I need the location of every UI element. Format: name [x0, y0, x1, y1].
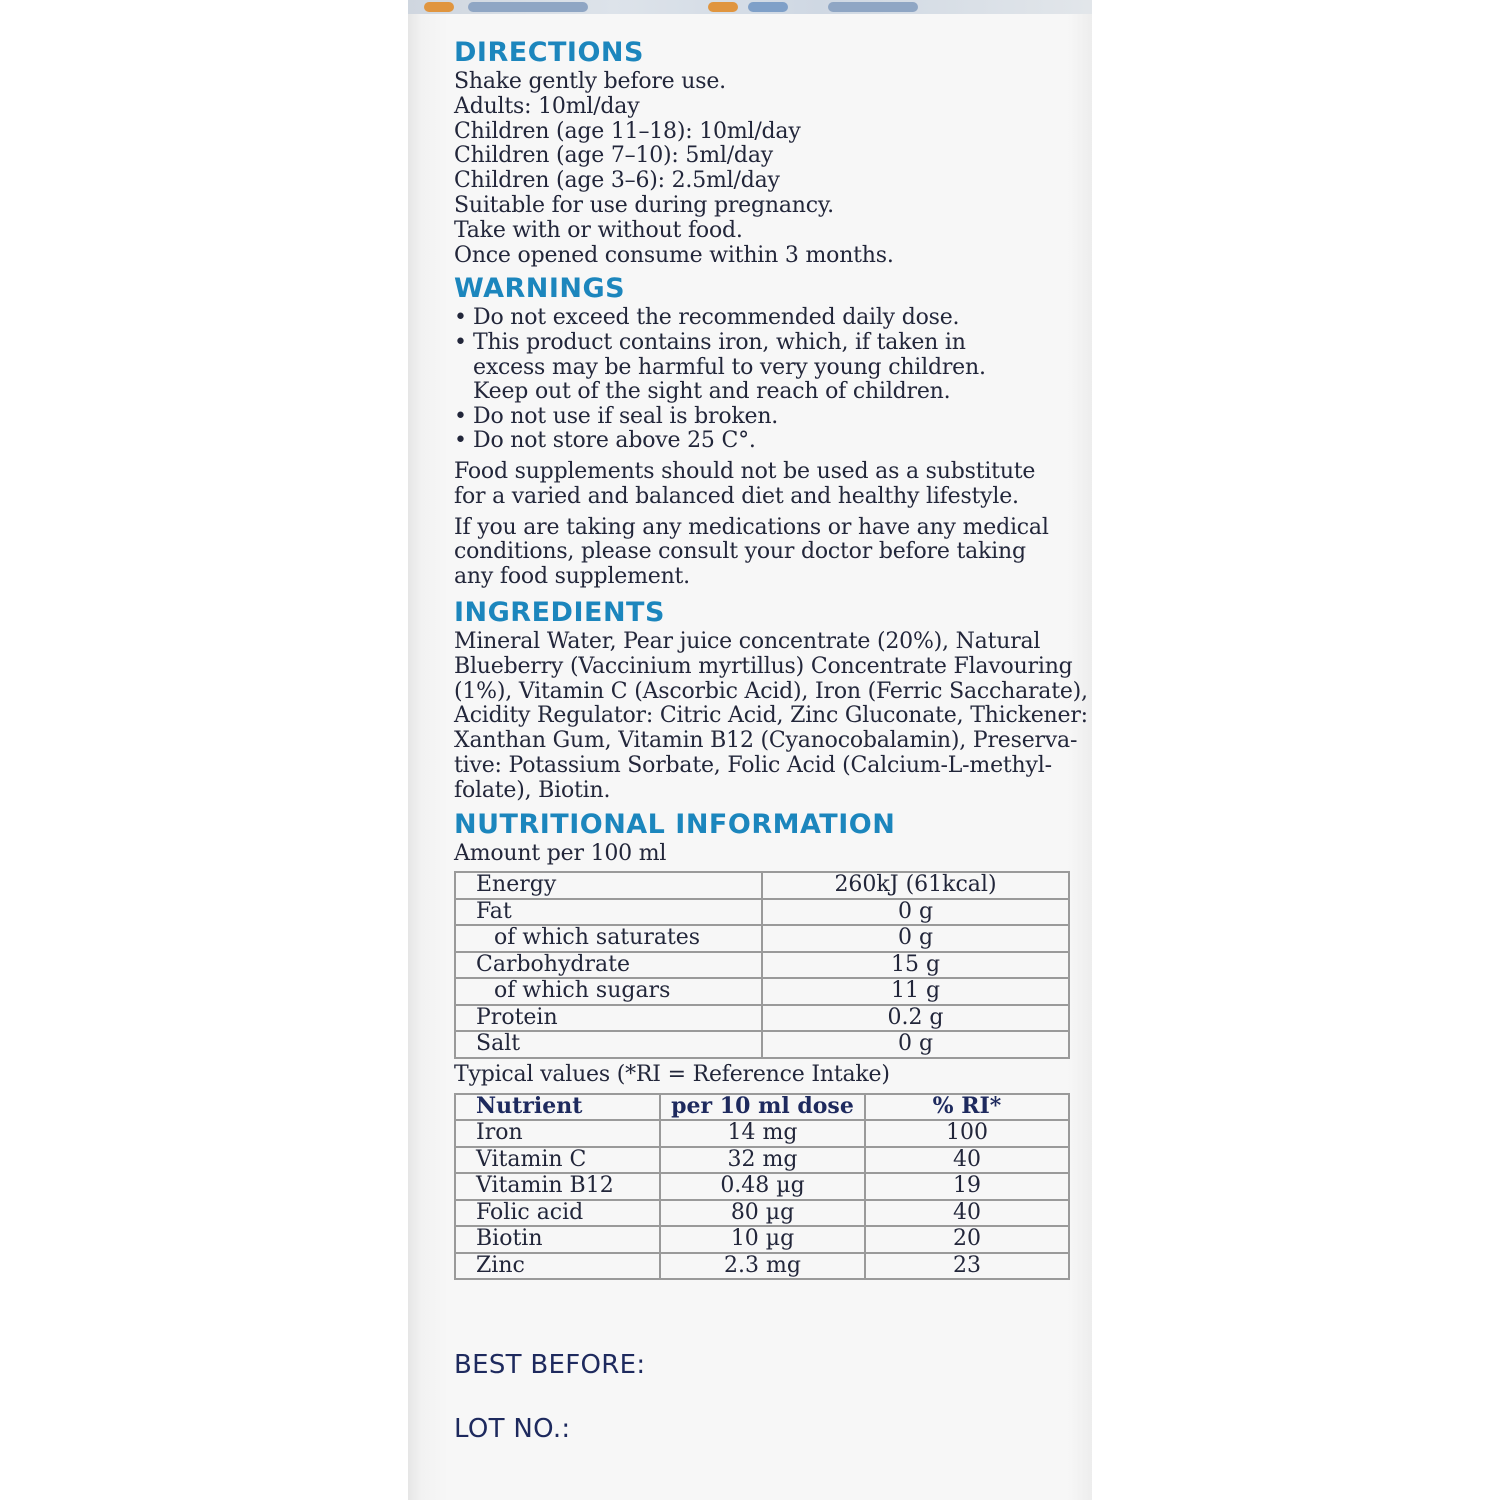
ingredients-line: tive: Potassium Sorbate, Folic Acid (Calcium-L-methyl- [454, 752, 1052, 778]
table-row [455, 1031, 1069, 1058]
directions-line: Children (age 3–6): 2.5ml/day [454, 168, 780, 194]
amount-note: Amount per 100 ml [454, 840, 667, 866]
nutrition-value: 0 g [762, 1031, 1069, 1058]
table-row [455, 1005, 1069, 1032]
nutrient-ri: 19 [865, 1173, 1069, 1200]
directions-line: Suitable for use during pregnancy. [454, 192, 834, 218]
nutrition-value: 0 g [762, 925, 1069, 952]
directions-line: Shake gently before use. [454, 69, 726, 94]
nutrition-label: of which saturates [455, 925, 762, 952]
directions-list [454, 70, 1074, 268]
ingredients-line: Mineral Water, Pear juice concentrate (20%), Natural [454, 628, 1041, 654]
table-row [455, 1200, 1069, 1227]
nutrient-name: Iron [455, 1120, 660, 1147]
nutrient-dose: 0.48 µg [660, 1173, 865, 1200]
table-row [455, 1253, 1069, 1280]
packaging-decoration [828, 2, 918, 12]
typical-values-note: Typical values (*RI = Reference Intake) [454, 1061, 890, 1087]
nutrient-dose: 32 mg [660, 1147, 865, 1174]
nutrition-heading: NUTRITIONAL INFORMATION [454, 808, 896, 840]
medical-note-line: conditions, please consult your doctor before taking [454, 539, 1026, 565]
directions-line: Children (age 7–10): 5ml/day [454, 143, 773, 169]
nutrition-value: 11 g [762, 978, 1069, 1005]
column-header-dose: per 10 ml dose [660, 1094, 865, 1121]
ingredients-line: folate), Biotin. [454, 777, 611, 803]
nutrition-value: 0.2 g [762, 1005, 1069, 1032]
label-content [454, 36, 1088, 1280]
packaging-decoration [708, 2, 738, 12]
box-top-edge [408, 0, 1092, 14]
table-row [455, 952, 1069, 979]
warning-item: • Do not exceed the recommended daily dose. [454, 305, 960, 331]
warnings-heading: WARNINGS [454, 273, 626, 305]
intake-table [454, 1093, 1070, 1281]
nutrient-name: Vitamin B12 [455, 1173, 660, 1200]
nutrition-value: 260kJ (61kcal) [762, 872, 1069, 899]
nutrition-label: Fat [455, 899, 762, 926]
supplement-note-line: Food supplements should not be used as a substitute [454, 458, 1036, 484]
warning-line: This product contains iron, which, if taken in [473, 329, 966, 355]
column-header-nutrient: Nutrient [455, 1094, 660, 1121]
nutrition-label: Protein [455, 1005, 762, 1032]
nutrition-value: 0 g [762, 899, 1069, 926]
ingredients-heading: INGREDIENTS [454, 596, 665, 628]
nutrition-label: Salt [455, 1031, 762, 1058]
table-row [455, 1173, 1069, 1200]
directions-line: Take with or without food. [454, 217, 743, 243]
ingredients-line: Blueberry (Vaccinium myrtillus) Concentrate Flavouring [454, 653, 1073, 679]
table-row [455, 872, 1069, 899]
table-row [455, 978, 1069, 1005]
table-row [455, 1120, 1069, 1147]
medical-note-line: If you are taking any medications or have any medical [454, 514, 1049, 540]
nutrient-ri: 100 [865, 1120, 1069, 1147]
directions-line: Children (age 11–18): 10ml/day [454, 118, 801, 144]
table-header-row [455, 1094, 1069, 1121]
nutrition-table [454, 871, 1070, 1059]
supplement-note-line: for a varied and balanced diet and healthy lifestyle. [454, 483, 1019, 509]
best-before-label: BEST BEFORE: [454, 1350, 646, 1380]
directions-line: Adults: 10ml/day [454, 93, 640, 119]
warning-item: • Do not store above 25 C°. [454, 428, 756, 454]
nutrient-name: Biotin [455, 1226, 660, 1253]
warnings-list [454, 306, 1074, 454]
nutrient-name: Folic acid [455, 1200, 660, 1227]
nutrient-ri: 40 [865, 1147, 1069, 1174]
table-row [455, 1226, 1069, 1253]
directions-heading: DIRECTIONS [454, 37, 644, 68]
packaging-decoration [424, 2, 454, 12]
table-row [455, 925, 1069, 952]
nutrient-dose: 14 mg [660, 1120, 865, 1147]
nutrition-value: 15 g [762, 952, 1069, 979]
nutrient-dose: 2.3 mg [660, 1253, 865, 1280]
nutrient-ri: 40 [865, 1200, 1069, 1227]
warning-line: Keep out of the sight and reach of children. [473, 379, 951, 405]
ingredients-line: (1%), Vitamin C (Ascorbic Acid), Iron (Ferric Saccharate), [454, 678, 1088, 704]
medical-note-line: any food supplement. [454, 564, 690, 590]
nutrition-label: Carbohydrate [455, 952, 762, 979]
warning-item: • This product contains iron, which, if taken in excess may be harmful to very young children. Keep out of the sight and reach of children. [454, 331, 1074, 405]
packaging-decoration [468, 2, 588, 12]
nutrient-ri: 20 [865, 1226, 1069, 1253]
warning-line: excess may be harmful to very young children. [473, 354, 986, 380]
table-row [455, 1147, 1069, 1174]
nutrient-dose: 80 µg [660, 1200, 865, 1227]
nutrient-dose: 10 µg [660, 1226, 865, 1253]
ingredients-text [454, 628, 1088, 804]
nutrient-ri: 23 [865, 1253, 1069, 1280]
ingredients-line: Acidity Regulator: Citric Acid, Zinc Gluconate, Thickener: [454, 703, 1088, 729]
table-row [455, 899, 1069, 926]
nutrition-label: Energy [455, 872, 762, 899]
packaging-decoration [748, 2, 788, 12]
ingredients-line: Xanthan Gum, Vitamin B12 (Cyanocobalamin), Preserva- [454, 728, 1078, 754]
nutrient-name: Zinc [455, 1253, 660, 1280]
column-header-ri: % RI* [865, 1094, 1069, 1121]
lot-number-label: LOT NO.: [454, 1414, 571, 1444]
directions-line: Once opened consume within 3 months. [454, 242, 894, 268]
nutrition-label: of which sugars [455, 978, 762, 1005]
warning-item: • Do not use if seal is broken. [454, 403, 779, 429]
nutrient-name: Vitamin C [455, 1147, 660, 1174]
